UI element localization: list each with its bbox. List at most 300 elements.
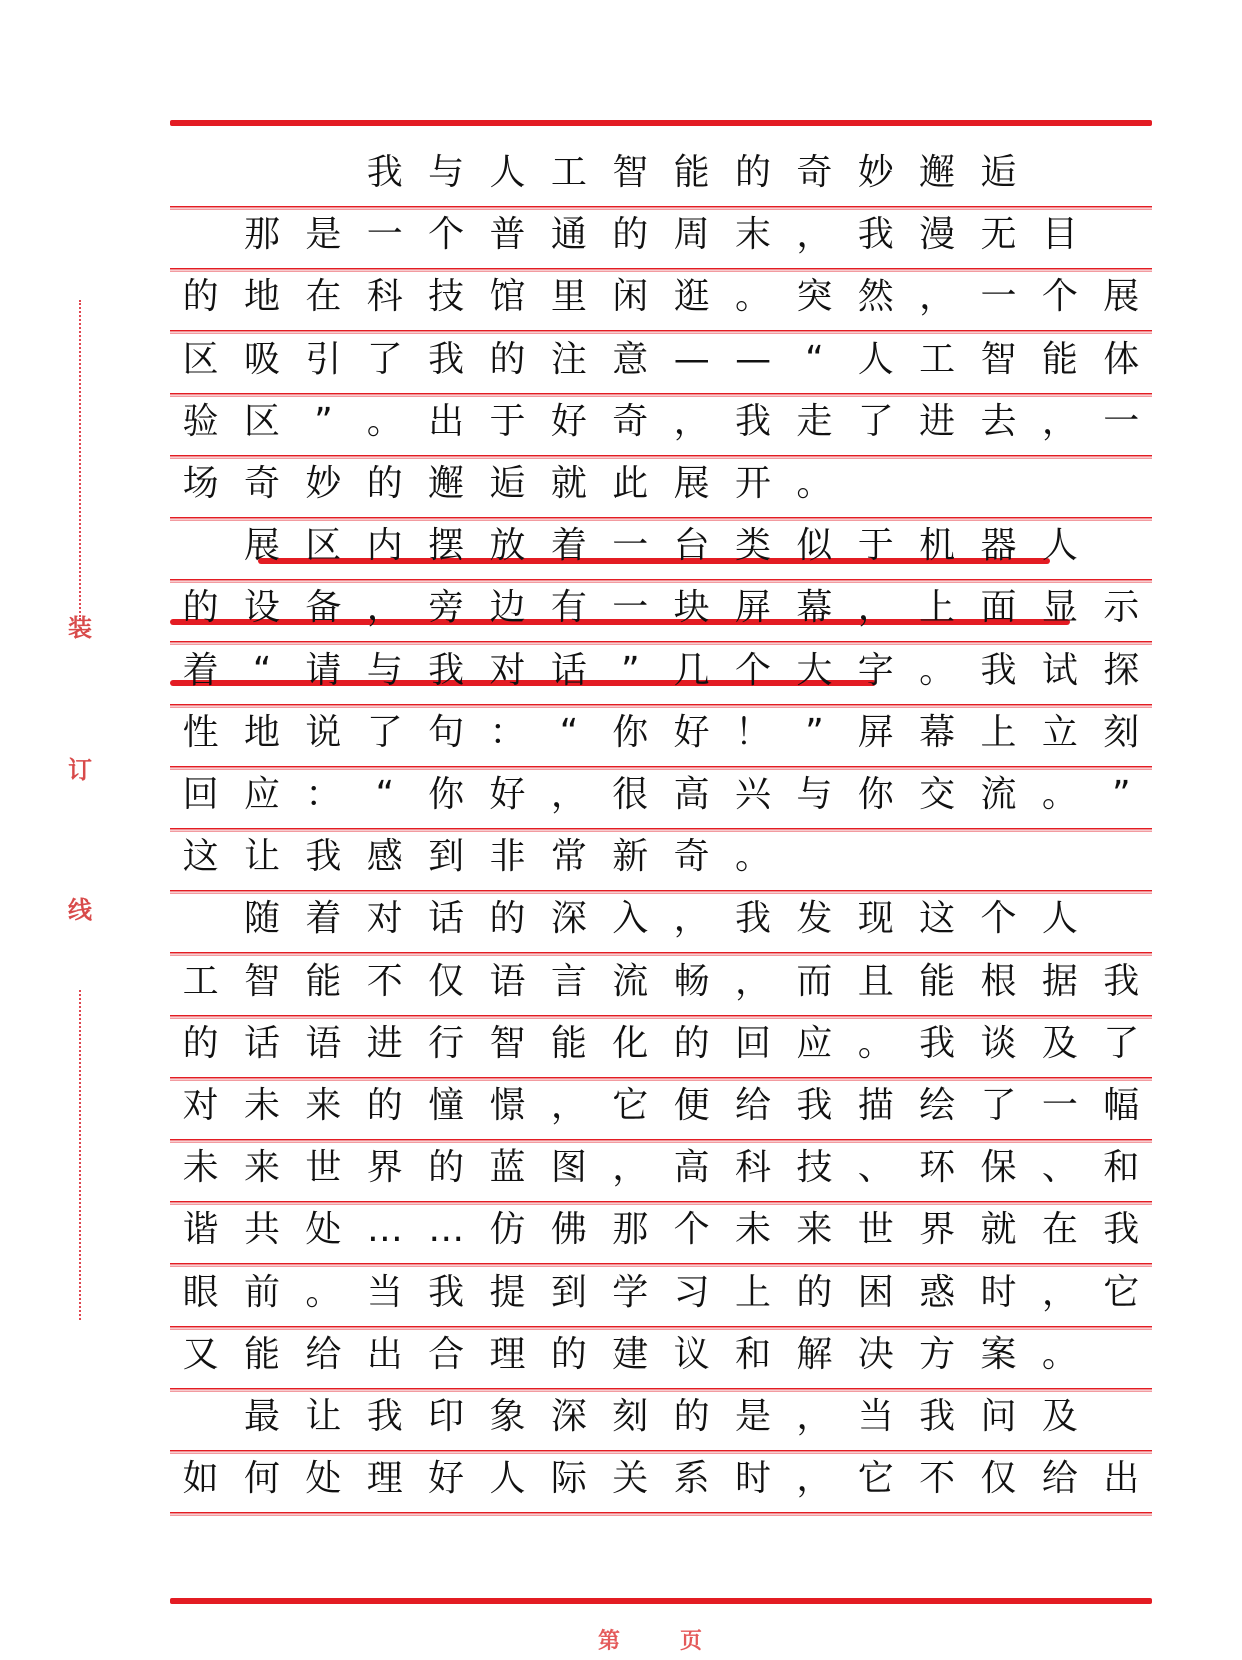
grid-cell: 新 [612,836,649,878]
grid-cell: 邂 [919,152,956,193]
grid-cell: 句 [428,711,465,753]
grid-cell: 我 [919,1396,956,1437]
grid-cell: 便 [673,1085,710,1126]
grid-cell: 地 [244,711,281,753]
grid-cell: 人 [857,338,894,380]
grid-cell: 示 [1103,587,1140,629]
grid-cell: 的 [673,1022,710,1064]
grid-cell: 最 [244,1396,281,1437]
grid-cell: 话 [244,1022,281,1064]
grid-cell: 幕 [796,587,833,629]
grid-cell: 我 [735,898,772,940]
grid-cell: 在 [305,276,342,318]
grid-cell: 时 [980,1271,1017,1313]
grid-cell: 我 [735,400,772,442]
grid-cell: 界 [366,1147,403,1189]
grid-cell: 畅 [673,960,710,1002]
grid-cell: 我 [428,338,465,380]
grid-cell: 环 [919,1147,956,1189]
grid-cell: 对 [366,898,403,940]
grid-cell: 出 [366,1333,403,1375]
grid-cell: 我 [1103,960,1140,1002]
grid-cell: 入 [612,898,649,940]
grid-cell: 通 [550,214,587,256]
grid-cell: 来 [796,1209,833,1251]
grid-cell: 了 [366,711,403,753]
grid-cell: 际 [550,1458,587,1500]
footer-page-prefix: 第 [598,1628,621,1654]
grid-cell: 工 [550,152,587,193]
grid-cell: 突 [796,276,833,318]
grid-cell: 工 [182,960,219,1002]
grid-cell: 佛 [550,1209,587,1251]
grid-cell: 目 [1041,214,1078,256]
grid-cell: 的 [489,898,526,940]
text-line [170,638,1152,704]
grid-cell: 能 [550,1022,587,1064]
grid-cell: 大 [796,649,833,691]
grid-cell: 个 [428,214,465,256]
grid-cell: 展 [244,525,281,567]
grid-cell: 随 [244,898,281,940]
grid-cell: 。 [735,276,772,318]
grid-cell: 出 [1103,1458,1140,1500]
grid-cell: 技 [796,1147,833,1189]
grid-cell: 蓝 [489,1147,526,1189]
grid-cell: 它 [612,1085,649,1126]
text-line [170,1073,1152,1139]
binding-char-ding: 订 [68,755,92,784]
grid-cell: 奇 [796,152,833,193]
grid-cell: 技 [428,276,465,318]
grid-cell: 的 [550,1333,587,1375]
grid-cell: 应 [244,774,281,815]
grid-cell: 很 [612,774,649,815]
grid-cell: 刻 [1103,711,1140,753]
grid-cell: 的 [182,276,219,318]
grid-cell: 旁 [428,587,465,629]
text-line [170,824,1152,890]
grid-cell: 说 [305,711,342,753]
grid-cell: ， [796,1396,833,1437]
grid-cell: 出 [428,400,465,442]
grid-cell: ” [805,711,824,753]
grid-cell: 馆 [489,276,526,318]
grid-cell: 工 [919,338,956,380]
grid-cell: 走 [796,400,833,442]
grid-cell: 当 [857,1396,894,1437]
grid-cell: 提 [489,1271,526,1313]
grid-cell: 问 [980,1396,1017,1437]
grid-cell: 了 [857,400,894,442]
grid-cell: 发 [796,898,833,940]
grid-cell: 里 [550,276,587,318]
grid-cell: 意 [612,338,649,380]
grid-cell: 应 [796,1022,833,1064]
grid-cell: 的 [366,463,403,504]
grid-cell: 漫 [919,214,956,256]
grid-cell: 图 [550,1147,587,1189]
grid-cell: 常 [550,836,587,878]
grid-cell: 保 [980,1147,1017,1189]
grid-cell: 一 [612,587,649,629]
grid-cell: 描 [857,1085,894,1126]
grid-cell: 我 [366,152,403,193]
grid-cell: 的 [182,1022,219,1064]
grid-cell: 吸 [244,338,281,380]
grid-cell: 屏 [857,711,894,753]
grid-cell: 决 [857,1333,894,1375]
grid-cell: 幕 [919,711,956,753]
grid-cell: 案 [980,1333,1017,1375]
grid-cell: 而 [796,960,833,1002]
grid-cell: 一 [612,525,649,567]
grid-cell: 前 [244,1271,281,1313]
grid-cell: 显 [1041,587,1078,629]
grid-cell: 那 [612,1209,649,1251]
grid-cell: 深 [550,898,587,940]
grid-cell: 象 [489,1396,526,1437]
grid-cell: 我 [428,1271,465,1313]
grid-cell: “ [252,649,272,691]
text-line [170,327,1152,393]
grid-cell: 我 [980,649,1017,691]
grid-cell: 区 [182,338,219,380]
grid-cell: 进 [366,1022,403,1064]
grid-cell: 未 [735,1209,772,1251]
grid-cell: 行 [428,1022,465,1064]
grid-cell: 展 [1103,276,1140,318]
grid-cell: ， [857,587,894,629]
grid-cell: 与 [428,152,465,193]
grid-cell: 印 [428,1396,465,1437]
grid-cell: 体 [1103,338,1140,380]
grid-cell: 言 [550,960,587,1002]
grid-cell: 地 [244,276,281,318]
binding-margin [58,300,102,1320]
grid-cell: 来 [305,1085,342,1126]
grid-cell: 。 [1041,774,1078,815]
grid-cell: 个 [735,649,772,691]
grid-cell: 字 [857,649,894,691]
grid-cell: 与 [796,774,833,815]
grid-cell: 话 [428,898,465,940]
binding-dotted-line-bottom [79,990,81,1320]
grid-cell: 场 [182,463,219,504]
grid-cell: 上 [980,711,1017,753]
grid-cell: 区 [244,400,281,442]
grid-cell: 个 [980,898,1017,940]
grid-cell: 流 [980,774,1017,815]
grid-cell: 未 [244,1085,281,1126]
grid-cell: 于 [857,525,894,567]
grid-cell: 处 [305,1209,342,1251]
grid-cell: 上 [735,1271,772,1313]
grid-cell: 是 [305,214,342,256]
grid-cell: 它 [1103,1271,1140,1313]
grid-cell: … [366,1209,403,1251]
grid-cell: 奇 [612,400,649,442]
grid-cell: 何 [244,1458,281,1500]
grid-cell: 好 [673,711,710,753]
text-line [170,389,1152,455]
grid-cell: ， [366,587,403,629]
grid-cell: 我 [1103,1209,1140,1251]
grid-cell: 你 [612,711,649,753]
grid-cell: ， [673,898,710,940]
grid-cell: 了 [366,338,403,380]
text-line [170,949,1152,1015]
text-line [170,1446,1152,1512]
grid-cell: 的 [366,1085,403,1126]
grid-cell: ： [489,711,526,753]
grid-cell: 科 [366,276,403,318]
grid-cell: 你 [428,774,465,815]
grid-cell: 就 [550,463,587,504]
grid-cell: 刻 [612,1396,649,1437]
footer-page-suffix: 页 [680,1628,703,1654]
grid-cell: 个 [1041,276,1078,318]
grid-cell: 块 [673,587,710,629]
grid-cell: ” [314,400,333,442]
grid-cell: 一 [366,214,403,256]
grid-cell: 及 [1041,1396,1078,1437]
grid-cell: 谈 [980,1022,1017,1064]
grid-cell: 流 [612,960,649,1002]
grid-cell: 回 [735,1022,772,1064]
grid-cell: 它 [857,1458,894,1500]
grid-cell: 这 [919,898,956,940]
grid-cell: 与 [366,649,403,691]
grid-cell: 到 [428,836,465,878]
grid-cell: 然 [857,276,894,318]
grid-cell: 。 [1041,1333,1078,1375]
bottom-rule [170,1598,1152,1604]
grid-cell: ， [919,276,956,318]
grid-cell: 理 [366,1458,403,1500]
grid-cell: 末 [735,214,772,256]
grid-cell: 高 [673,1147,710,1189]
grid-cell: 合 [428,1333,465,1375]
grid-cell: 奇 [244,463,281,504]
grid-cell: 给 [735,1085,772,1126]
grid-cell: 上 [919,587,956,629]
grid-cell: 给 [305,1333,342,1375]
grid-cell: 关 [612,1458,649,1500]
grid-cell: … [428,1209,465,1251]
grid-cell: 去 [980,400,1017,442]
grid-cell: 开 [735,463,772,504]
grid-cell: 界 [919,1209,956,1251]
grid-cell: 你 [857,774,894,815]
grid-cell: 对 [489,649,526,691]
grid-cell: 时 [735,1458,772,1500]
grid-cell: “ [375,774,395,815]
grid-cell: 台 [673,525,710,567]
grid-cell: 给 [1041,1458,1078,1500]
grid-cell: 放 [489,525,526,567]
grid-cell: 内 [366,525,403,567]
grid-cell: 困 [857,1271,894,1313]
grid-cell: 解 [796,1333,833,1375]
grid-cell: 普 [489,214,526,256]
grid-cell: ： [305,774,342,815]
grid-cell: 憬 [489,1085,526,1126]
grid-cell: 着 [182,649,219,691]
grid-cell: 又 [182,1333,219,1375]
binding-dotted-line-top [79,300,81,620]
grid-cell: 展 [673,463,710,504]
grid-cell: 。 [796,463,833,504]
grid-cell: 。 [919,649,956,691]
grid-cell: ， [735,960,772,1002]
grid-cell: 我 [428,649,465,691]
grid-cell: ， [550,774,587,815]
grid-cell: 我 [919,1022,956,1064]
grid-cell: 不 [919,1458,956,1500]
grid-cell: 在 [1041,1209,1078,1251]
grid-cell: 。 [735,836,772,878]
grid-cell: 让 [244,836,281,878]
grid-cell: 注 [550,338,587,380]
grid-cell: ” [1111,774,1131,815]
grid-cell: 让 [305,1396,342,1437]
grid-cell: ， [796,1458,833,1500]
grid-cell: 语 [305,1022,342,1064]
grid-cell: 进 [919,400,956,442]
grid-cell: 谐 [182,1209,219,1251]
grid-cell: 边 [489,587,526,629]
grid-cell: 习 [673,1271,710,1313]
grid-cell: 世 [305,1147,342,1189]
grid-cell: 妙 [857,152,894,193]
text-line [170,264,1152,330]
grid-cell: 能 [244,1333,281,1375]
grid-cell: 有 [550,587,587,629]
grid-cell: 不 [366,960,403,1002]
grid-cell: 设 [244,587,281,629]
grid-cell: 兴 [735,774,772,815]
grid-cell: 此 [612,463,649,504]
essay-title [170,140,1152,206]
grid-cell: 绘 [919,1085,956,1126]
grid-cell: 那 [244,214,281,256]
grid-cell: 仅 [980,1458,1017,1500]
grid-cell: 化 [612,1022,649,1064]
grid-cell: 个 [673,1209,710,1251]
grid-cell: 智 [489,1022,526,1064]
text-line [170,1384,1152,1450]
grid-cell: 未 [182,1147,219,1189]
grid-cell: ！ [735,711,772,753]
grid-cell: 到 [550,1271,587,1313]
grid-cell: 能 [1041,338,1078,380]
grid-cell: 我 [366,1396,403,1437]
text-line [170,700,1152,766]
grid-cell: 了 [980,1085,1017,1126]
grid-cell: 的 [612,214,649,256]
writing-sheet [170,110,1152,1600]
grid-cell: 能 [673,152,710,193]
grid-cell: 话 [550,649,587,691]
grid-cell: 的 [489,338,526,380]
grid-cell: 如 [182,1458,219,1500]
grid-cell: 智 [244,960,281,1002]
grid-cell: 一 [1041,1085,1078,1126]
grid-cell: 方 [919,1333,956,1375]
grid-cell: 、 [1041,1147,1078,1189]
text-line [170,1135,1152,1201]
grid-cell: 器 [980,525,1017,567]
grid-cell: 。 [857,1022,894,1064]
grid-cell: 来 [244,1147,281,1189]
grid-cell: 我 [796,1085,833,1126]
grid-cell: 备 [305,587,342,629]
grid-cell: 仿 [489,1209,526,1251]
grid-cell: 的 [673,1396,710,1437]
grid-cell: 眼 [182,1271,219,1313]
text-line [170,1011,1152,1077]
grid-cell: 议 [673,1333,710,1375]
grid-cell: 共 [244,1209,281,1251]
grid-cell: ， [1041,400,1078,442]
grid-cell: 我 [305,836,342,878]
grid-cell: 立 [1041,711,1078,753]
grid-cell: — [673,338,710,380]
grid-cell: ” [620,649,640,691]
grid-cell: 妙 [305,463,342,504]
grid-cell: 处 [305,1458,342,1500]
text-line [170,762,1152,828]
grid-cell: 惑 [919,1271,956,1313]
grid-cell: 且 [857,960,894,1002]
text-line [170,1322,1152,1388]
grid-cell: 系 [673,1458,710,1500]
grid-cell: 智 [612,152,649,193]
grid-cell: 请 [305,649,342,691]
grid-cell: 这 [182,836,219,878]
grid-cell: 我 [857,214,894,256]
grid-cell: 一 [980,276,1017,318]
grid-cell: 和 [735,1333,772,1375]
grid-cell: 好 [489,774,526,815]
grid-cell: 区 [305,525,342,567]
grid-cell: 根 [980,960,1017,1002]
grid-cell: 无 [980,214,1017,256]
grid-cell: 据 [1041,960,1078,1002]
grid-cell: 世 [857,1209,894,1251]
grid-cell: 能 [919,960,956,1002]
grid-cell: “ [559,711,579,753]
grid-cell: 周 [673,214,710,256]
grid-cell: 非 [489,836,526,878]
grid-cell: 探 [1103,649,1140,691]
grid-cell: 奇 [673,836,710,878]
text-line [170,451,1152,517]
grid-cell: 智 [980,338,1017,380]
text-line [170,886,1152,952]
grid-cell: 建 [612,1333,649,1375]
grid-cell: 。 [305,1271,342,1313]
grid-cell: 和 [1103,1147,1140,1189]
grid-cell: 的 [735,152,772,193]
grid-cell: 引 [305,338,342,380]
grid-cell: 邂 [428,463,465,504]
grid-cell: 、 [857,1147,894,1189]
grid-cell: 交 [919,774,956,815]
grid-cell: 深 [550,1396,587,1437]
grid-cell: ， [550,1085,587,1126]
